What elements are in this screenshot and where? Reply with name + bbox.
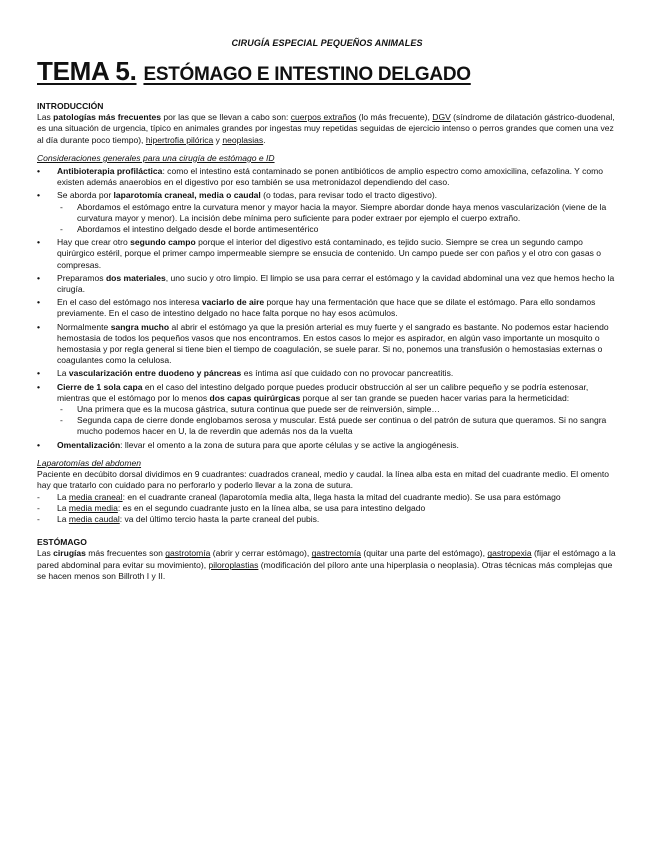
bold-text: cirugías: [53, 548, 86, 559]
text: La: [57, 502, 69, 513]
text: en el caso del intestino delgado porque puedes producir obstrucción al ser un calibre pequeño y se podría estenosar, mientras que el estómago por lo menos: [57, 381, 589, 403]
laparotomies-list: [37, 492, 617, 526]
bullet-icon: •: [37, 190, 40, 201]
text: (modificación del píloro ante una hiperplasia o neoplasia). Otras técnicas más complejas que se hacen menos son Billroth I y II.: [37, 559, 613, 581]
intro-heading: INTRODUCCIÓN: [37, 101, 104, 111]
text: : es en el segundo cuadrante justo en la línea alba, se usa para intestino delgado: [117, 502, 426, 513]
bold-text: laparotomía craneal, media o caudal: [113, 190, 261, 201]
list-item: [37, 514, 617, 525]
underlined-term: media media: [68, 502, 118, 513]
bullet-icon: •: [37, 381, 40, 392]
text: es íntima así que cuidado con no provocar pancreatitis.: [241, 368, 454, 379]
text: La: [57, 513, 69, 524]
title-number: TEMA 5.: [37, 56, 137, 86]
dash-icon: -: [37, 491, 40, 502]
text: Normalmente: [57, 321, 111, 332]
dash-icon: -: [60, 404, 63, 415]
text: La: [57, 491, 69, 502]
list-item: [37, 297, 617, 319]
bold-text: segundo campo: [130, 237, 196, 248]
dash-icon: -: [60, 201, 63, 212]
title-topic: ESTÓMAGO E INTESTINO DELGADO: [143, 64, 471, 85]
bullet-icon: •: [37, 297, 40, 308]
page-title: [37, 56, 617, 90]
dash-icon: -: [37, 502, 40, 513]
list-item: [37, 440, 617, 451]
underlined-term: neoplasias: [222, 134, 264, 145]
text: : va del último tercio hasta la parte craneal del pubis.: [119, 513, 320, 524]
text: (síndrome de dilatación gástrico-duodenal, es una situación de urgencia, típico en animales grandes por ingestas muy repetidas seguidas de ejercicio intenso o perros grandes que comen una vez al día durante poco tiempo),: [37, 112, 615, 145]
text: La: [57, 368, 69, 379]
bold-text: vascularización entre duodeno y páncreas: [68, 368, 242, 379]
text: (o todas, para revisar todo el tracto digestivo).: [260, 190, 438, 201]
text: Abordamos el intestino delgado desde el borde antimesentérico: [77, 224, 319, 235]
underlined-term: media caudal: [68, 513, 120, 524]
sub-list-item: [57, 404, 617, 415]
dash-icon: -: [60, 415, 63, 426]
text: Segunda capa de cierre donde englobamos serosa y muscular. Está puede ser continua o del patrón de sutura que queramos. Si no sangra mucho podemos hacer en U, la de reverdin que además nos da la vuelta: [77, 415, 607, 437]
text: Hay que crear otro: [57, 237, 131, 248]
sub-list: [57, 202, 617, 236]
list-item: [37, 190, 617, 235]
considerations-list: [37, 166, 617, 451]
sub-list-item: [57, 224, 617, 235]
text: al abrir el estómago ya que la presión arterial es muy fuerte y el sangrado es bastante. No podemos estar haciendo hemostasia de todos los pequeños vasos que nos encontramos. En estos casos lo mejor es aspirador, en algún vaso importante un mosquito o hemostasia y por regla general si tiene bien el tiempo de coagulación, se suele parar. Si no, ponemos una transfusión o hemostasias externas o coagulantes como la celulosa.: [57, 321, 609, 366]
text: (fijar el estómago a la pared abdominal para evitar su movimiento),: [37, 548, 616, 570]
text: Una primera que es la mucosa gástrica, sutura continua que puede ser de reinversión, simple…: [77, 404, 440, 415]
bullet-icon: •: [37, 272, 40, 283]
sub-list: [57, 404, 617, 438]
underlined-term: DGV: [432, 112, 451, 123]
text: y: [213, 134, 223, 145]
bullet-icon: •: [37, 439, 40, 450]
text: por las que se llevan a cabo son:: [160, 112, 291, 123]
list-item: [37, 368, 617, 379]
text: En el caso del estómago nos interesa: [57, 297, 202, 308]
text: : como el intestino está contaminado se ponen antibióticos de amplio espectro como amoxicilina, cefazolina. Y como existen además anaerobios en el digestivo por eso también se usa metronidazol dependiendo del caso.: [57, 166, 604, 188]
laparotomies-heading: Laparotomías del abdomen: [37, 457, 142, 468]
underlined-term: piloroplastias: [208, 559, 259, 570]
bold-text: dos capas quirúrgicas: [209, 392, 301, 403]
list-item: [37, 492, 617, 503]
text: : llevar el omento a la zona de sutura para que aporte células y se active la angiogénesis.: [120, 439, 459, 450]
underlined-term: hipertrofia pilórica: [145, 134, 214, 145]
underlined-term: cuerpos extraños: [290, 112, 357, 123]
bold-text: Antibioterapia profiláctica: [57, 166, 163, 177]
underlined-term: media craneal: [68, 491, 123, 502]
text: Abordamos el estómago entre la curvatura menor y mayor hacia la mayor. Siempre abordar donde haya menos vascularización (viene de la curvatura mayor y menor). La incisión debe mínima pero suficiente para poder extraer por ejemplo el cuerpo extraño.: [77, 201, 607, 223]
text: Las: [37, 112, 54, 123]
text: : en el cuadrante craneal (laparotomía media alta, llega hasta la mitad del cuadrante medio). Se usa para estómago: [122, 491, 561, 502]
bold-text: Omentalización: [57, 439, 121, 450]
underlined-term: gastrectomía: [311, 548, 361, 559]
underlined-term: gastropexia: [487, 548, 532, 559]
stomach-heading: ESTÓMAGO: [37, 537, 87, 548]
text: Se aborda por: [57, 190, 114, 201]
text: (lo más frecuente),: [356, 112, 433, 123]
underlined-term: gastrotomía: [165, 548, 211, 559]
text: porque al ser tan grande se pueden hacer varias para la hermeticidad:: [300, 392, 570, 403]
bold-text: dos materiales: [105, 272, 166, 283]
list-item: [37, 382, 617, 438]
list-item: [37, 322, 617, 367]
bold-text: Cierre de 1 sola capa: [57, 381, 143, 392]
bullet-icon: •: [37, 166, 40, 177]
list-item: [37, 166, 617, 188]
intro-paragraph: [37, 112, 617, 146]
page-header: CIRUGÍA ESPECIAL PEQUEÑOS ANIMALES: [231, 38, 423, 48]
text: más frecuentes son: [85, 548, 166, 559]
bold-text: sangra mucho: [110, 321, 170, 332]
dash-icon: -: [60, 224, 63, 235]
sub-list-item: [57, 202, 617, 224]
stomach-paragraph: [37, 548, 617, 582]
laparotomies-paragraph: Paciente en decúbito dorsal dividimos en 9 cuadrantes: cuadrados craneal, medio y caudal. la línea alba esta en mitad del cuadrante medio. El omento hay que tratarlo con cuidado para no perforarlo y poderlo llevar a la zona de sutura.: [37, 469, 610, 491]
bullet-icon: •: [37, 368, 40, 379]
dash-icon: -: [37, 513, 40, 524]
document-body: [37, 101, 617, 582]
text: .: [263, 134, 266, 145]
list-item: [37, 237, 617, 271]
text: porque hay una fermentación que hace que se dilate el estómago. Para ello sondamos previamente. En el caso de intestino delgado no hace falta porque no hay esos acúmulos.: [57, 297, 596, 319]
text: (quitar una parte del estómago),: [361, 548, 488, 559]
text: (abrir y cerrar estómago),: [210, 548, 312, 559]
document-page: [37, 38, 617, 582]
text: Las: [37, 548, 54, 559]
bullet-icon: •: [37, 321, 40, 332]
text: porque el interior del digestivo está contaminado, es tejido sucio. Siempre se crea un segundo campo quirúrgico estéril, porque el primer campo impermeable siempre se ensucia de contenido. Un campo puede ser con paños y el otro con gasas o compresas.: [57, 237, 601, 270]
sub-list-item: [57, 415, 617, 437]
bold-text: patologías más frecuentes: [53, 112, 161, 123]
bullet-icon: •: [37, 237, 40, 248]
list-item: [37, 503, 617, 514]
text: Preparamos: [57, 272, 106, 283]
list-item: [37, 273, 617, 295]
bold-text: vaciarlo de aire: [201, 297, 265, 308]
considerations-heading: Consideraciones generales para una cirugía de estómago e ID: [37, 152, 275, 163]
text: , uno sucio y otro limpio. El limpio se usa para cerrar el estómago y la cavidad abdominal una vez que hemos hecho la cirugía.: [57, 272, 615, 295]
